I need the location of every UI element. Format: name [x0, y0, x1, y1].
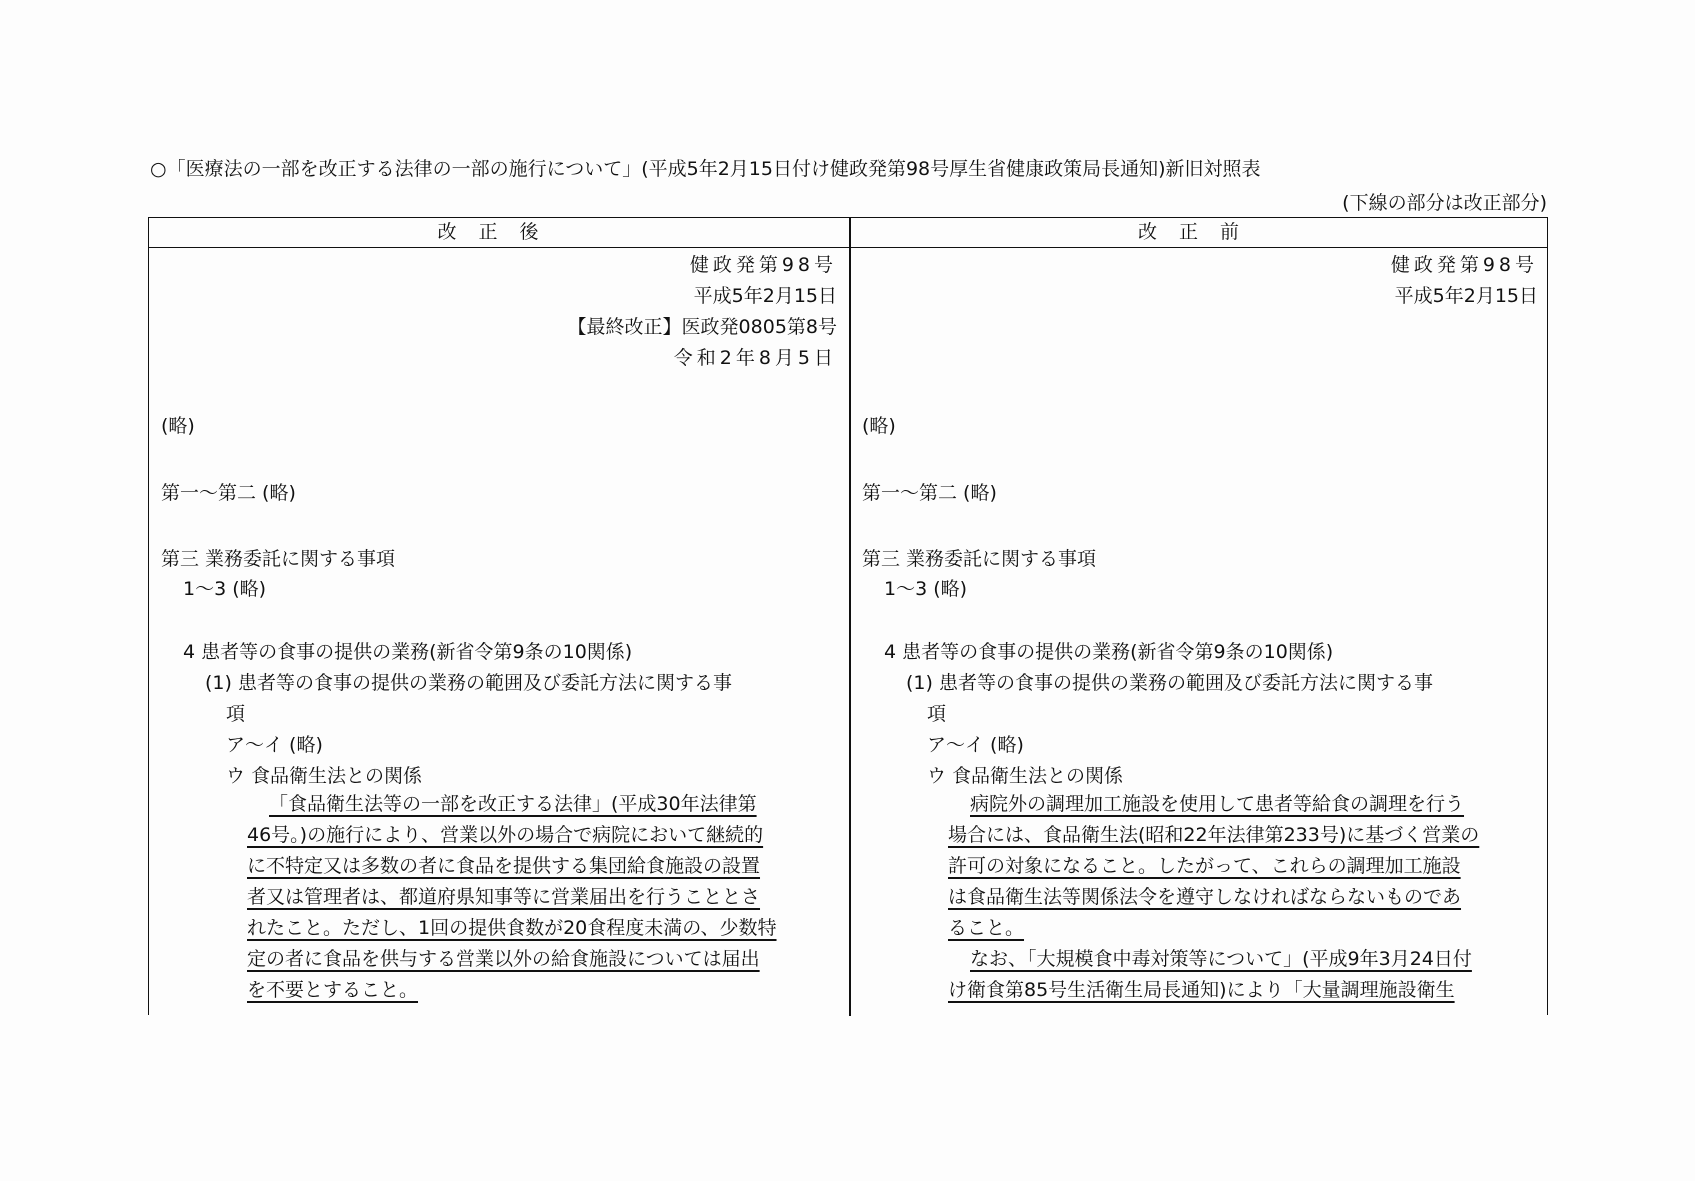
notice-number: 健政発第98号 [689, 254, 837, 276]
paragraph-line: 許可の対象になること。したがって、これらの調理加工施設 [948, 855, 1461, 877]
item-1-3: 1〜3 (略) [183, 578, 267, 600]
paragraph-line: なお、「大規模食中毒対策等について」(平成9年3月24日付 [970, 948, 1472, 970]
underline-note: (下線の部分は改正部分) [1342, 192, 1547, 214]
paragraph-line: け衛食第85号生活衛生局長通知)により「大量調理施設衛生 [948, 979, 1455, 1001]
header-before-revision: 改正前 [1137, 221, 1261, 243]
paragraph-line: 病院外の調理加工施設を使用して患者等給食の調理を行う [970, 793, 1465, 815]
section-3-heading: 第三 業務委託に関する事項 [862, 548, 1097, 570]
paragraph-line: 定の者に食品を供与する営業以外の給食施設については届出 [247, 948, 760, 970]
item-u-heading: ウ 食品衛生法との関係 [226, 765, 423, 787]
notice-number: 健政発第98号 [1390, 254, 1538, 276]
paragraph-line: れたこと。ただし、1回の提供食数が20食程度未満の、少数特 [247, 917, 777, 939]
item-4-heading: 4 患者等の食事の提供の業務(新省令第9条の10関係) [884, 641, 1334, 663]
last-revision-date: 令和2年8月5日 [673, 347, 837, 369]
paragraph-line: 場合には、食品衛生法(昭和22年法律第233号)に基づく営業の [948, 824, 1480, 846]
header-after-revision: 改正後 [437, 221, 561, 243]
paragraph-line: 者又は管理者は、都道府県知事等に営業届出を行うこととさ [247, 886, 761, 908]
last-revision: 【最終改正】医政発0805第8号 [567, 316, 837, 338]
column-after-revision [149, 248, 849, 1016]
column-before-revision [850, 248, 1550, 1016]
document-title: ○「医療法の一部を改正する法律の一部の施行について」(平成5年2月15日付け健政発第98号厚生省健康政策局長通知)新旧対照表 [150, 158, 1261, 180]
item-4-1-continuation: 項 [226, 703, 246, 725]
item-a-i: ア〜イ (略) [226, 734, 323, 756]
item-4-1-heading: (1) 患者等の食事の提供の業務の範囲及び委託方法に関する事 [906, 672, 1433, 694]
notice-date: 平成5年2月15日 [1394, 285, 1538, 307]
paragraph-line: 「食品衛生法等の一部を改正する法律」(平成30年法律第 [269, 793, 757, 815]
original-paragraph [948, 789, 1538, 1006]
paragraph-line: ること。 [948, 917, 1025, 939]
omitted-preamble: (略) [161, 415, 195, 437]
comparison-table [148, 217, 1548, 1015]
notice-date: 平成5年2月15日 [693, 285, 837, 307]
section-1-2: 第一〜第二 (略) [161, 482, 296, 504]
item-1-3: 1〜3 (略) [884, 578, 968, 600]
section-1-2: 第一〜第二 (略) [862, 482, 997, 504]
item-4-1-heading: (1) 患者等の食事の提供の業務の範囲及び委託方法に関する事 [205, 672, 732, 694]
paragraph-line: に不特定又は多数の者に食品を提供する集団給食施設の設置 [247, 855, 761, 877]
item-4-1-continuation: 項 [927, 703, 947, 725]
paragraph-line: は食品衛生法等関係法令を遵守しなければならないものであ [948, 886, 1462, 908]
revised-paragraph [247, 789, 837, 1006]
paragraph-line: 46号。)の施行により、営業以外の場合で病院において継続的 [247, 824, 764, 846]
item-4-heading: 4 患者等の食事の提供の業務(新省令第9条の10関係) [183, 641, 633, 663]
section-3-heading: 第三 業務委託に関する事項 [161, 548, 396, 570]
paragraph-line: を不要とすること。 [247, 979, 419, 1001]
omitted-preamble: (略) [862, 415, 896, 437]
item-a-i: ア〜イ (略) [927, 734, 1024, 756]
item-u-heading: ウ 食品衛生法との関係 [927, 765, 1124, 787]
table-header [149, 218, 1547, 248]
